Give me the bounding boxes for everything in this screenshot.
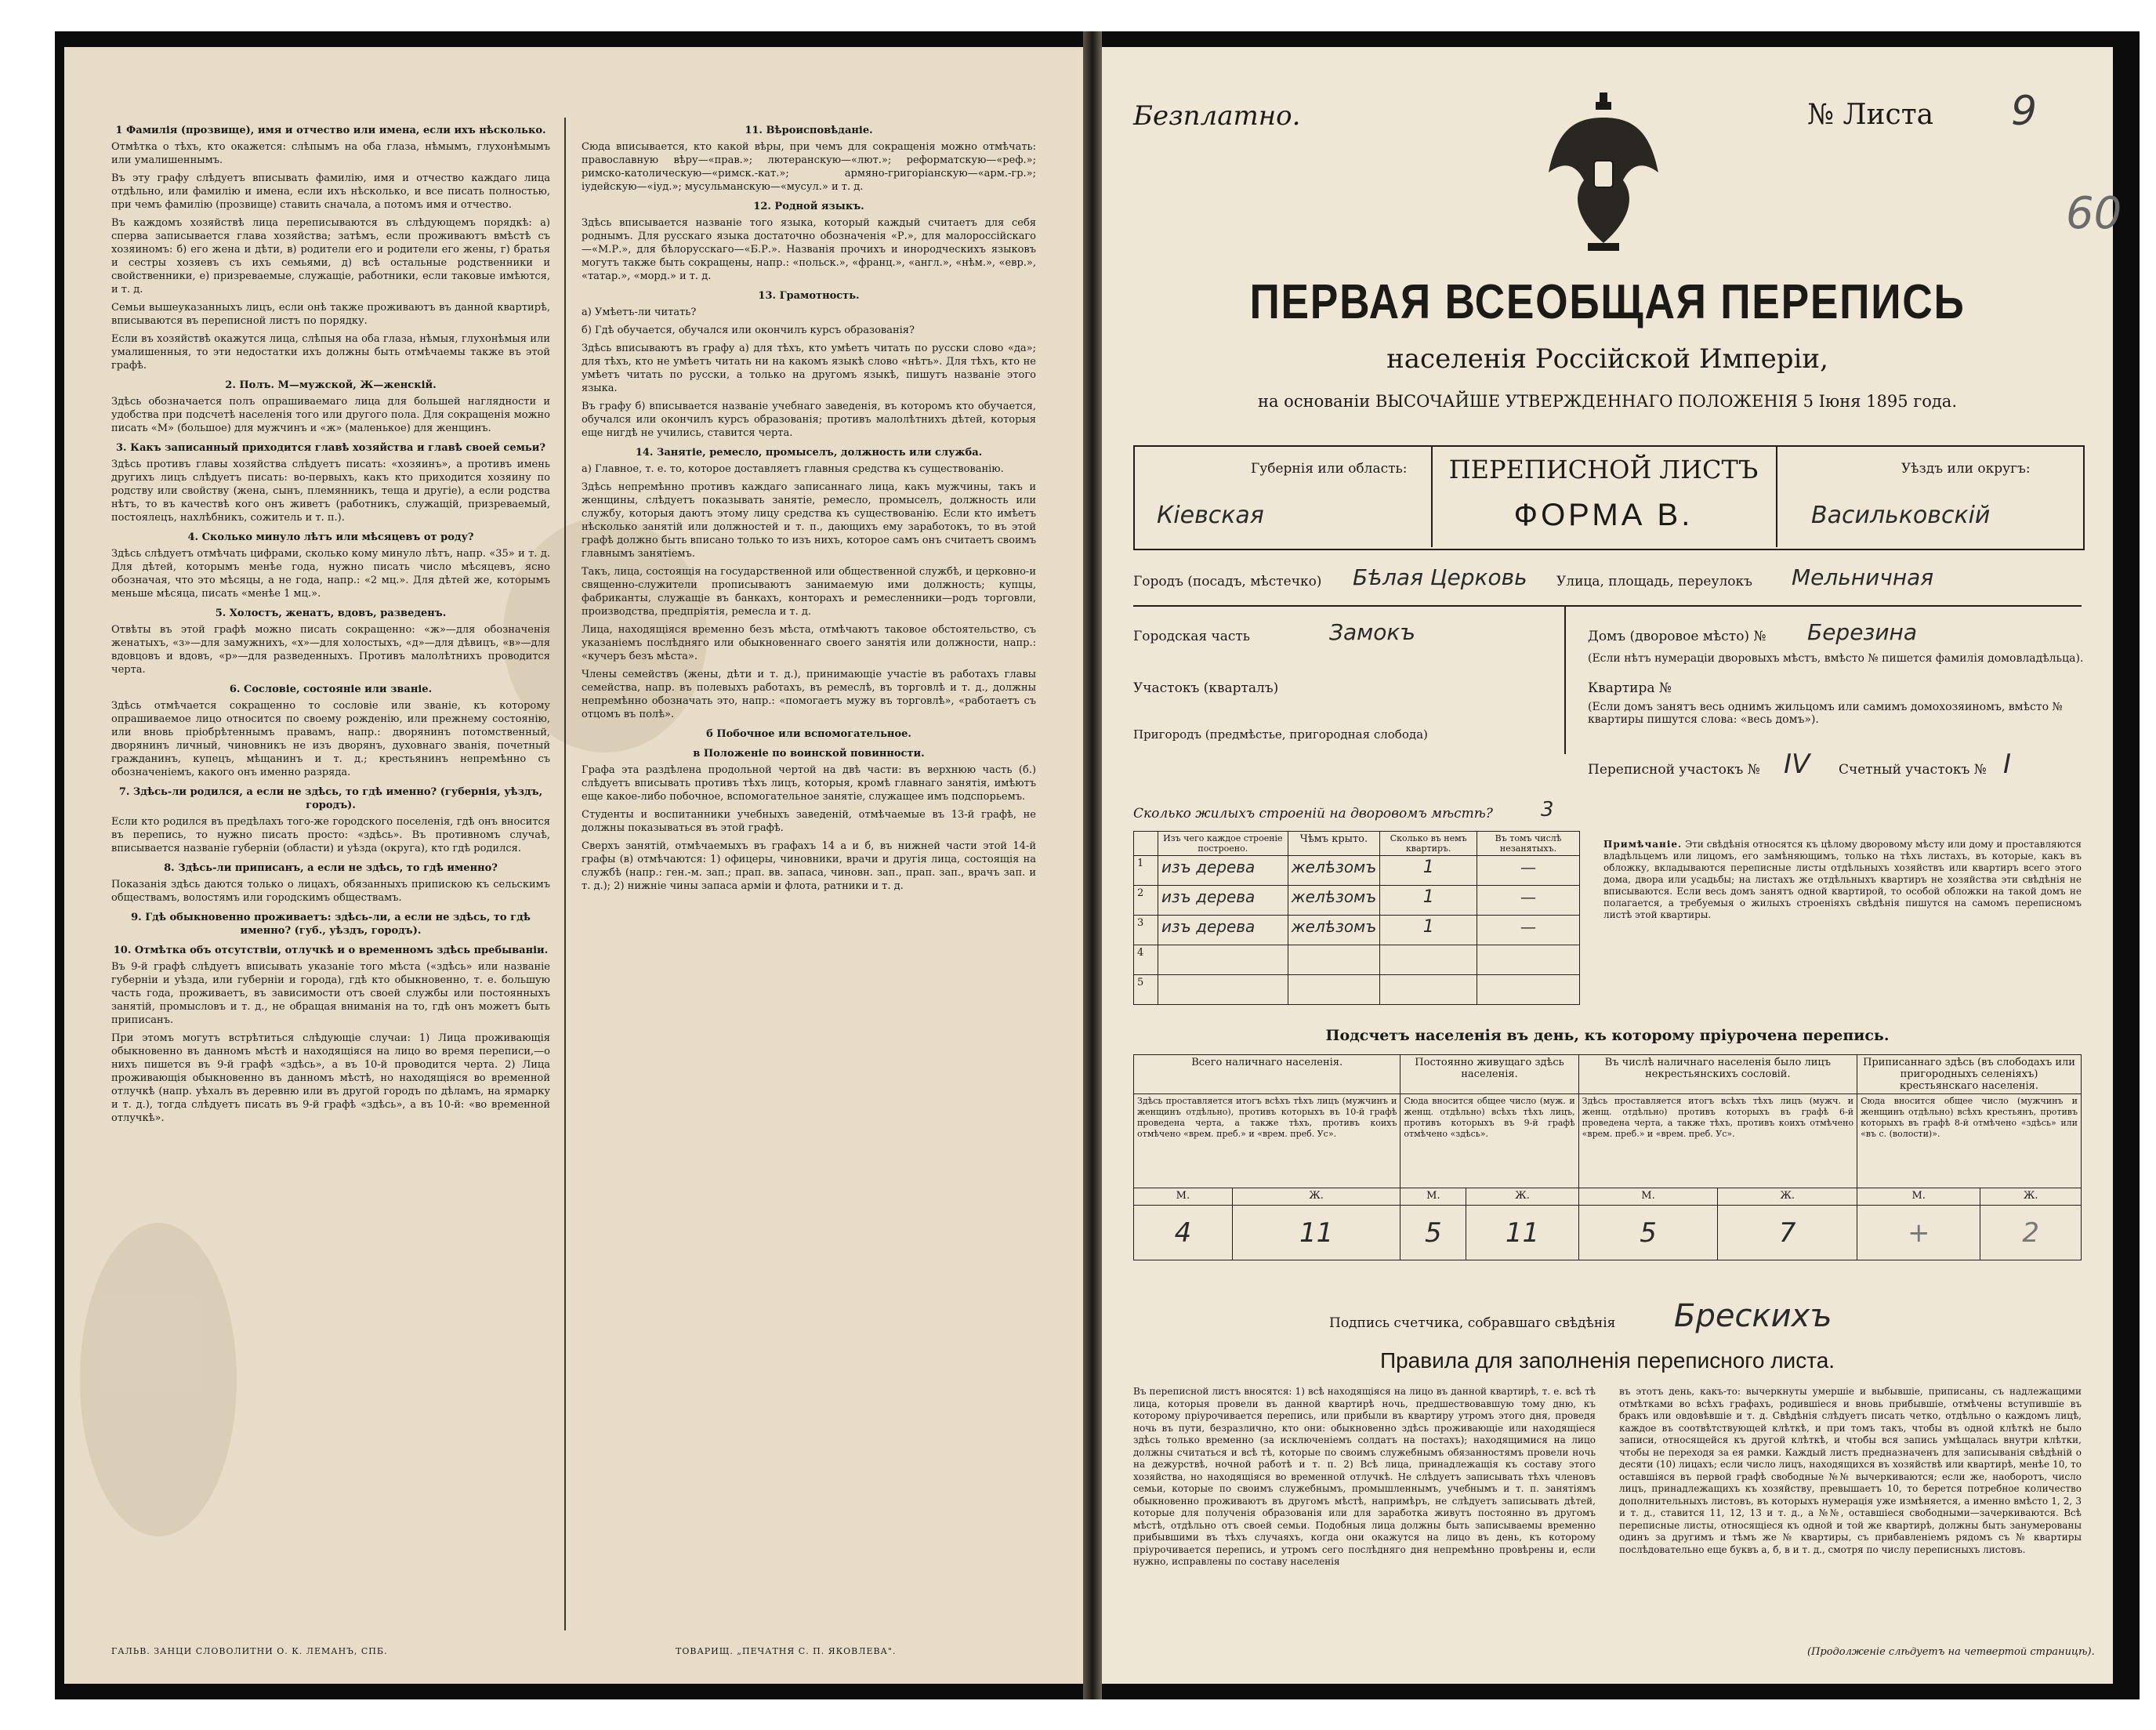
house-note: (Если нѣтъ нумераціи дворовыхъ мѣстъ, вмѣсто № пишется фамилія домовладѣльца). <box>1588 652 2084 665</box>
sheet-number-value: 9 <box>2011 88 2038 135</box>
roof-cell: желѣзомъ <box>1288 856 1380 886</box>
subheading: а) Умѣетъ-ли читать? <box>582 306 697 318</box>
rules-title: Правила для заполненія переписного листа. <box>1379 1348 1835 1373</box>
district-value: Васильковскій <box>1811 502 1991 529</box>
row-number: 3 <box>1134 916 1158 945</box>
roof-cell <box>1288 975 1380 1005</box>
left-page <box>64 47 1083 1684</box>
count-value: 11 <box>1232 1206 1400 1260</box>
street-value: Мельничная <box>1792 564 1934 590</box>
sheet-number-label: № Листа <box>1807 99 1934 131</box>
table-row <box>1134 856 1580 886</box>
count-value: 7 <box>1718 1206 1857 1260</box>
counting-area-label: Счетный участокъ № <box>1839 762 1987 778</box>
table-desc: Сюда вносится общее число (муж. и женщ. отдѣльно) всѣхъ тѣхъ лицъ, противъ которыхъ въ 9-й графѣ отмѣчено «здѣсь». <box>1400 1094 1578 1188</box>
buildings-table <box>1133 831 1580 1005</box>
section-heading: 9. Гдѣ обыкновенно проживаетъ: здѣсь-ли, а если не здѣсь, то гдѣ именно? (губ., уѣздъ, городъ). <box>131 912 531 937</box>
paragraph: Если кто родился въ предѣлахъ того-же городского поселенія, гдѣ онъ вносится въ перепись, то нужно писать просто: «здѣсь». Въ противномъ случаѣ, вписывается названіе губерніи (области) и уѣзда (округа), кто гдѣ родился. <box>111 816 550 854</box>
paragraph: Студенты и воспитанники учебныхъ заведеній, отмѣчаемые въ 13-й графѣ, не должны показываться въ этой графѣ. <box>582 809 1036 834</box>
roof-cell <box>1288 945 1380 975</box>
sex-label: М. <box>1400 1188 1466 1206</box>
province-value: Кіевская <box>1157 502 1264 529</box>
section-heading: 12. Родной языкъ. <box>753 201 864 212</box>
paragraph: Въ графу б) вписывается названіе учебнаго заведенія, въ которомъ кто обучается, обучался или окончилъ курсъ образованія; противъ малолѣтнихъ дѣтей, которыя еще нигдѣ не учились, ставится черта. <box>582 401 1036 439</box>
book-scan <box>55 31 2140 1699</box>
section-heading: 6. Сословіе, состояніе или званіе. <box>229 684 433 695</box>
instructions-column-2 <box>582 118 1036 898</box>
paragraph: Въ эту графу слѣдуетъ вписывать фамилію, имя и отчество каждаго лица отдѣльно, или фамилію и имена, если ихъ нѣсколько, и все писать полностью, при чемъ фамилію (прозвище) ставить сначала, а потомъ имя и отчество. <box>111 172 550 211</box>
paragraph: Члены семействъ (жены, дѣти и т. д.), принимающіе участіе въ работахъ главы семейства, напр. въ полевыхъ работахъ, въ ремеслѣ, въ торговлѣ и т. д., должны непремѣнно обозначать это, напр.: «помогаетъ мужу въ торговлѣ», «работаетъ съ отцомъ въ полѣ». <box>582 669 1036 720</box>
rules-column-right: въ этотъ день, какъ-то: вычеркнуты умершіе и выбывшіе, приписаны, съ надлежащими отмѣтками во всѣхъ графахъ, родившіеся и вновь прибывшіе, отмѣчены вступившіе въ бракъ или овдовѣвшіе и т. д. Свѣдѣнія слѣдуетъ писать четко, отдѣльно о каждомъ лицѣ, каждое въ соотвѣтствующей клѣткѣ, и при томъ такъ, чтобы въ одной клѣткѣ не было записи, относящейся къ другой клѣткѣ, и чтобы вся запись умѣщалась внутри клѣтки, чтобы не переходя за ея рамки. Каждый листъ предназначенъ для записыванія свѣдѣній о десяти (10) лицахъ; если число лицъ, находящихся въ хозяйствѣ или квартирѣ, менѣе 10, то оставшіяся въ первой графѣ свободные №№ вычеркиваются; если же, наоборотъ, число лицъ, принадлежащихъ къ хозяйству, превышаетъ 10, то берется потребное количество дополнительныхъ листовъ, въ которыхъ нумерація уже измѣняется, а именно вмѣсто 1, 2, 3 и т. д., ставится 11, 12, 13 и т. д., а №№, оставшіеся свободными—зачеркиваются. Всѣ переписные листы, относящіеся къ одной и той же квартирѣ, должны быть занумерованы одинъ за другимъ и тѣмъ же № квартиры, съ прибавленіемъ рядомъ съ № квартиры послѣдовательно еще буквъ а, б, в и т. д., смотря по числу переписныхъ листовъ. <box>1619 1386 2082 1555</box>
counting-area-value: I <box>2003 749 2012 780</box>
table-row <box>1134 916 1580 945</box>
table-row <box>1134 886 1580 916</box>
vacant-cell: — <box>1477 886 1580 916</box>
sex-label: М. <box>1134 1188 1233 1206</box>
census-title: ПЕРВАЯ ВСЕОБЩАЯ ПЕРЕПИСЬ <box>1249 275 1966 329</box>
sex-label: М. <box>1857 1188 1980 1206</box>
table-desc: Сюда вносится общее число (мужчинъ и женщинъ отдѣльно) всѣхъ крестьянъ, противъ которыхъ въ графѣ 8-й отмѣчено «здѣсь» или «въ с. (волости)». <box>1857 1094 2082 1188</box>
city-label: Городъ (посадъ, мѣстечко) <box>1133 574 1322 589</box>
margin-page-number: 60 <box>2066 188 2122 239</box>
paragraph: Графа эта раздѣлена продольной чертой на двѣ части: въ верхнюю часть (б.) слѣдуетъ вписывать противъ тѣхъ лицъ, которыя, кромѣ главнаго занятія, имѣютъ еще какое-либо побочное, вспомогательное занятіе, служащее имъ подспорьемъ. <box>582 764 1036 803</box>
count-values-row <box>1134 1206 2082 1260</box>
section-heading: 3. Какъ записанный приходится главѣ хозяйства и главѣ своей семьи? <box>116 442 545 454</box>
house-label: Домъ (дворовое мѣсто) № <box>1588 629 1766 644</box>
sex-label: Ж. <box>1718 1188 1857 1206</box>
count-value: 5 <box>1578 1206 1718 1260</box>
section-heading: 4. Сколько минуло лѣтъ или мѣсяцевъ от роду? <box>187 531 474 543</box>
paragraph: При этомъ могутъ встрѣтиться слѣдующіе случаи: 1) Лица проживающія обыкновенно въ данномъ мѣстѣ и находящіяся на лицо во время переписи,—о нихъ пишется въ 9-й графѣ «здѣсь», а въ 10-й проводится черта. 2) Лица проживающія обыкновенно въ данномъ мѣстѣ, но находящіяся во временной отлучкѣ (напр. уѣхалъ въ деревню или въ другой городъ по дѣламъ, на ярмарку и т. д.), тогда слѣдуетъ писать въ 9-й графѣ «здѣсь», а въ 10-й: «во временной отлучкѣ». <box>111 1032 550 1124</box>
sex-label: Ж. <box>1466 1188 1578 1206</box>
section-heading: 8. Здѣсь-ли приписанъ, а если не здѣсь, то гдѣ именно? <box>164 862 498 874</box>
census-subtitle: населенія Россійской Имперіи, <box>1386 343 1828 375</box>
census-area-value: IV <box>1784 749 1810 780</box>
paragraph: Здѣсь вписывается названіе того языка, который каждый считаетъ для себя роднымъ. Для русскаго языка достаточно обозначенія «Р.», для малороссійскаго—«М.Р.», для бѣлорусскаго—«Б.Р.». Названія прочихъ и инородческихъ языковъ могутъ также быть сокращены, напр.: «польск.», «франц.», «англ.», «нѣм.», «евр.», «татар.», «морд.» и т. д. <box>582 217 1036 282</box>
section-heading: 10. Отмѣтка объ отсутствіи, отлучкѣ и о временномъ здѣсь пребываніи. <box>113 945 549 956</box>
table-header-row <box>1134 1055 2082 1094</box>
section-heading: в Положеніе по воинской повинности. <box>693 748 925 760</box>
count-value: 5 <box>1400 1206 1466 1260</box>
row-number: 4 <box>1134 945 1158 975</box>
table-desc: Здѣсь проставляется итогъ всѣхъ тѣхъ лицъ (мужчинъ и женщинъ отдѣльно), противъ которыхъ въ 10-й графѣ проведена черта, а также тѣхъ, противъ коихъ отмѣчено «врем. преб.» и «врем. преб. Ус». <box>1134 1094 1400 1188</box>
table-header: Изъ чего каждое строеніе построено. <box>1158 832 1288 856</box>
section-heading: 7. Здѣсь-ли родился, а если не здѣсь, то гдѣ именно? (губернія, уѣздъ, городъ). <box>118 786 543 811</box>
section-heading: б Побочное или вспомогательное. <box>706 728 911 740</box>
table-header: Приписаннаго здѣсь (въ слободахъ или пригородныхъ селеніяхъ) крестьянскаго населенія. <box>1857 1055 2082 1094</box>
paragraph: Сюда вписывается, кто какой вѣры, при чемъ для сокращенія можно отмѣчать: православную вѣру—«прав.»; лютеранскую—«лют.»; реформатскую—«реф.»; римско-католическую—«римск.-кат.»; армяно-григоріанскую—«арм.-гр.»; іудейскую—«іуд.»; мусульманскую—«мусул.» и т. д. <box>582 141 1036 193</box>
apartment-note: (Если домъ занятъ весь однимъ жильцомъ или самимъ домохозяиномъ, вмѣсто № квартиры пишутся слова: «весь домъ»). <box>1588 701 2063 726</box>
sex-label: М. <box>1578 1188 1718 1206</box>
row-number: 2 <box>1134 886 1158 916</box>
counter-signature: Брескихъ <box>1674 1298 1832 1334</box>
form-letter: ФОРМА В. <box>1513 498 1694 532</box>
table-header: Сколько въ немъ квартиръ. <box>1380 832 1477 856</box>
printer-imprint: ТОВАРИЩ. „ПЕЧАТНЯ С. П. ЯКОВЛЕВА". <box>676 1646 897 1656</box>
table-cell <box>1134 832 1158 856</box>
column-divider <box>564 118 566 1630</box>
table-header-row <box>1134 832 1580 856</box>
divider <box>1776 445 1777 547</box>
field-rule <box>1133 605 2082 607</box>
sex-header-row <box>1134 1188 2082 1206</box>
paragraph: Здѣсь непремѣнно противъ каждаго записаннаго лица, какъ мужчины, такъ и женщины, слѣдуетъ показывать занятіе, ремесло, промыселъ, должность или службу, которыя даютъ этому лицу средства къ существованію. Если кто имѣетъ нѣсколько занятій или должностей и т. п., дающихъ ему заработокъ, то въ этой графѣ должно быть вписано только то изъ нихъ, которое самъ онъ считаетъ своимъ главнымъ занятіемъ. <box>582 481 1036 560</box>
paragraph: Здѣсь обозначается полъ опрашиваемаго лица для большей наглядности и удобства при подсчетѣ населенія того или другого пола. Для сокращенія можно писать «М» (большое) для мужчинъ и «ж» (маленькое) для женщинъ. <box>111 396 550 434</box>
population-count-table <box>1133 1054 2082 1260</box>
paragraph: Въ каждомъ хозяйствѣ лица переписываются въ слѣдующемъ порядкѣ: а) сперва записывается глава хозяйства; затѣмъ, если проживаютъ вмѣстѣ съ хозяиномъ: б) его жена и дѣти, в) родители его и родители его жены, г) братья и сестры хозяевъ съ ихъ семьями, д) всѣ остальные родственники и свойственники, е) призреваемые, служащіе, работники, если таковые имѣются, и т. д. <box>111 217 550 296</box>
district-label: Уѣздъ или округъ: <box>1901 461 2031 477</box>
roof-cell: желѣзомъ <box>1288 886 1380 916</box>
count-value: 11 <box>1466 1206 1578 1260</box>
divider <box>1564 605 1566 754</box>
paragraph: Семьи вышеуказанныхъ лицъ, если онѣ также проживаютъ въ данной квартирѣ, вписываются въ переписной листъ по порядку. <box>111 302 550 327</box>
house-value: Березина <box>1807 619 1917 645</box>
free-label: Безплатно. <box>1133 100 1301 132</box>
continued-note: (Продолженіе слѣдуетъ на четвертой страницѣ). <box>1807 1646 2095 1658</box>
quarter-label: Участокъ (кварталъ) <box>1133 680 1279 696</box>
census-basis: на основаніи ВЫСОЧАЙШЕ УТВЕРЖДЕННАГО ПОЛОЖЕНІЯ 5 Іюня 1895 года. <box>1257 392 1958 411</box>
apartments-cell: 1 <box>1380 856 1477 886</box>
table-header: Въ томъ числѣ незанятыхъ. <box>1477 832 1580 856</box>
apartment-label: Квартира № <box>1588 680 1672 696</box>
table-header: Чѣмъ крыто. <box>1288 832 1380 856</box>
census-area-label: Переписной участокъ № <box>1588 762 1760 778</box>
material-cell: изъ дерева <box>1158 856 1288 886</box>
vacant-cell: — <box>1477 856 1580 886</box>
note-title: Примѣчаніе. <box>1603 839 1683 850</box>
street-label: Улица, площадь, переулокъ <box>1556 574 1752 589</box>
book-gutter <box>1083 31 1102 1699</box>
material-cell: изъ дерева <box>1158 916 1288 945</box>
paragraph: Такъ, лица, состоящія на государственной или общественной службѣ, и церковно-и священно-служители прописываютъ занимаемую ими должность; купцы, фабриканты, служащіе въ банкахъ, конторахъ и ремесленники—родъ торговли, производства, предпріятія, ремесла и т. д. <box>582 566 1036 618</box>
apartments-cell <box>1380 975 1477 1005</box>
paragraph: Здѣсь отмѣчается сокращенно то сословіе или званіе, къ которому опрашиваемое лицо относится по своему рожденію, или прежнему состоянію, или вновь пріобрѣтеннымъ правамъ, напр.: дворянинъ потомственный, дворянинъ личный, чиновникъ не изъ дворянъ, духовнаго званія, почетный гражданинъ, купецъ, мѣщанинъ и т. д.; крестьянинъ непремѣнно съ обозначеніемъ, какого онъ именно разряда. <box>111 700 550 778</box>
material-cell <box>1158 975 1288 1005</box>
count-value: 2 <box>1980 1206 2082 1260</box>
double-headed-eagle-icon <box>1541 86 1666 259</box>
table-row <box>1134 975 1580 1005</box>
paragraph: Отвѣты въ этой графѣ можно писать сокращенно: «ж»—для обозначенія женатыхъ, «з»—для замужнихъ, «х»—для холостыхъ, «д»—для дѣвицъ, «в»—для вдовцовъ и вдовъ, «р»—для разведенныхъ. Противъ малолѣтнихъ проводится черта. <box>111 624 550 676</box>
table-desc-row <box>1134 1094 2082 1188</box>
roof-cell: желѣзомъ <box>1288 916 1380 945</box>
vacant-cell: — <box>1477 916 1580 945</box>
material-cell <box>1158 945 1288 975</box>
suburb-label: Пригородъ (предмѣстье, пригородная слобода) <box>1133 727 1428 742</box>
table-header: Въ числѣ наличнаго населенія было лицъ некрестьянскихъ сословій. <box>1578 1055 1857 1094</box>
apartments-cell: 1 <box>1380 916 1477 945</box>
note-text: Эти свѣдѣнія относятся къ цѣлому дворовому мѣсту или дому и проставляются владѣльцемъ или лицомъ, его замѣняющимъ, только на тѣхъ листахъ, въ которые, какъ въ обложку, вкладываются переписные листы отдѣльныхъ хозяйствъ или квартиръ всего этого дома, двора или усадьбы; на листахъ же отдѣльныхъ квартиръ не хозяйства эти свѣдѣнія не вписываются. Если весь домъ занятъ одной квартирой, то особой обложки на такой домъ не полагается, а требуемыя о жилыхъ строеніяхъ свѣдѣнія пишутся на самомъ переписномъ листѣ этой квартиры. <box>1603 839 2082 920</box>
paragraph: Здѣсь противъ главы хозяйства слѣдуетъ писать: «хозяинъ», а противъ имень другихъ лицъ слѣдуетъ писать: во-первыхъ, какъ кто приходится хозяину по родству или свойству (жена, сынъ, племянникъ, теща и другіе), а если родства нѣтъ, то въ качествѣ кого онъ живетъ (работникъ, служащій, призреваемый, постоялецъ, нахлѣбникъ, сожитель и т. п.). <box>111 459 550 524</box>
row-number: 1 <box>1134 856 1158 886</box>
signature-label: Подпись счетчика, собравшаго свѣдѣнія <box>1329 1315 1616 1331</box>
section-heading: 2. Полъ. М—мужской, Ж—женскій. <box>225 379 437 391</box>
province-label: Губернія или область: <box>1251 461 1408 477</box>
table-desc: Здѣсь проставляется итогъ всѣхъ тѣхъ лицъ (мужч. и женщ. отдѣльно) противъ которыхъ въ графѣ 6-й проведена черта, а также тѣхъ, противъ коихъ отмѣчено «врем. преб.» и «врем. преб. Ус». <box>1578 1094 1857 1188</box>
section-heading: 1 Фамилія (прозвище), имя и отчество или имена, если ихъ нѣсколько. <box>115 125 546 136</box>
count-value: + <box>1857 1206 1980 1260</box>
city-part-value: Замокъ <box>1329 619 1416 645</box>
count-value: 4 <box>1134 1206 1233 1260</box>
city-part-label: Городская часть <box>1133 629 1251 644</box>
paragraph: Если въ хозяйствѣ окажутся лица, слѣпыя на оба глаза, нѣмыя, глухонѣмыя или умалишенныя, то эти недостатки ихъ должны быть отмѣчаемы также въ этой графѣ. <box>111 333 550 372</box>
buildings-label: Сколько жилыхъ строеній на дворовомъ мѣстѣ? <box>1133 806 1493 821</box>
material-cell: изъ дерева <box>1158 886 1288 916</box>
section-heading: 5. Холостъ, женатъ, вдовъ, разведенъ. <box>215 607 447 619</box>
vacant-cell <box>1477 975 1580 1005</box>
apartments-cell: 1 <box>1380 886 1477 916</box>
subheading: а) Главное, т. е. то, которое доставляетъ главныя средства къ существованію. <box>582 463 1004 475</box>
row-number: 5 <box>1134 975 1158 1005</box>
buildings-note <box>1603 839 2082 921</box>
buildings-value: 3 <box>1541 798 1554 821</box>
subheading: б) Гдѣ обучается, обучался или окончилъ курсъ образованія? <box>582 325 915 336</box>
paragraph: Здѣсь слѣдуетъ отмѣчать цифрами, сколько кому минуло лѣтъ, напр. «35» и т. д. Для дѣтей, которымъ менѣе года, нужно писать число мѣсяцевъ, ясно обозначая, что это мѣсяцы, а не года, напр.: «2 мц.». Для дѣтей же, которымъ меньше мѣсяца, писать «менѣе 1 мц.». <box>111 548 550 600</box>
paper-stain <box>80 1223 237 1536</box>
apartments-cell <box>1380 945 1477 975</box>
paragraph: Отмѣтка о тѣхъ, кто окажется: слѣпымъ на оба глаза, нѣмымъ, глухонѣмымъ или умалишеннымъ. <box>111 141 550 166</box>
printer-imprint: ГАЛЬВ. ЗАНЦИ СЛОВОЛИТНИ О. К. ЛЕМАНЪ, СПБ. <box>111 1646 388 1656</box>
section-heading: 11. Вѣроисповѣданіе. <box>745 125 873 136</box>
table-row <box>1134 945 1580 975</box>
form-title: ПЕРЕПИСНОЙ ЛИСТЪ <box>1448 455 1759 484</box>
table-header: Постоянно живущаго здѣсь населенія. <box>1400 1055 1578 1094</box>
city-value: Бѣлая Церковь <box>1353 564 1527 590</box>
section-heading: 13. Грамотность. <box>758 290 860 302</box>
paragraph: Лица, находящіяся временно безъ мѣста, отмѣчаютъ таковое обстоятельство, съ указаніемъ послѣдняго или обыкновеннаго своего занятія или должности, напр.: «кучеръ безъ мѣста». <box>582 624 1036 662</box>
rules-column-left: Въ переписной листъ вносятся: 1) всѣ находящіяся на лицо въ данной квартирѣ, т. е. всѣ тѣ лица, которыя провели въ данной квартирѣ ночь, предшествовавшую тому дню, къ которому пріурочивается перепись, или прибыли въ квартиру утромъ этого дня, проведя ночь въ пути, безразлично, кто они: обыкновенно здѣсь проживающіе или находящіеся здѣсь только временно (за исключеніемъ солдатъ на постахъ); находящимися на лицо должны считаться и всѣ тѣ, которые по своимъ служебнымъ обязанностямъ провели ночь на дежурствѣ, ночной работѣ и т. п. 2) Всѣ лица, принадлежащія къ составу этого хозяйства, но находящіяся во временной отлучкѣ. Не слѣдуетъ записывать тѣхъ членовъ семьи, которые по своимъ служебнымъ, промышленнымъ, учебнымъ и т. п. занятіямъ обыкновенно проживаютъ въ другомъ мѣстѣ, напримѣръ, не слѣдуетъ записывать дѣтей, которые для полученія образованія или для заработка живутъ постоянно въ другомъ мѣстѣ, отдѣльно отъ своей семьи. Подобныя лица должны быть записываемы временно прибывшими въ тѣхъ случаяхъ, когда они окажутся на лицо въ день, къ которому пріурочивается перепись, и утромъ сего послѣдняго дня непремѣнно провѣрены и, если нужно, исправлены по составу населенія <box>1133 1386 1596 1567</box>
paragraph: Здѣсь вписываютъ въ графу а) для тѣхъ, кто умѣетъ читать по русски слово «да»; для тѣхъ, кто не умѣетъ читать ни на какомъ языкѣ слово «нѣтъ». Для тѣхъ, кто не умѣетъ читать по русски, а только на другомъ языкѣ, пишутъ названіе этого языка. <box>582 343 1036 394</box>
sex-label: Ж. <box>1232 1188 1400 1206</box>
paragraph: Въ 9-й графѣ слѣдуетъ вписывать указаніе того мѣста («здѣсь» или названіе губерніи и уѣзда, или губерніи и города), гдѣ кто обыкновенно, т. е. большую часть года, проживаетъ, въ зависимости отъ своей службы или постоянныхъ занятій, промысловъ и т. д., не обращая вниманія на то, гдѣ онъ можетъ быть приписанъ. <box>111 961 550 1026</box>
right-page <box>1102 47 2122 1684</box>
sex-label: Ж. <box>1980 1188 2082 1206</box>
table-header: Всего наличнаго населенія. <box>1134 1055 1400 1094</box>
paragraph: Показанія здѣсь даются только о лицахъ, обязанныхъ припискою къ сельскимъ обществамъ, волостямъ или городскимъ обществамъ. <box>111 879 550 904</box>
section-heading: 14. Занятіе, ремесло, промыселъ, должность или служба. <box>635 447 983 459</box>
vacant-cell <box>1477 945 1580 975</box>
instructions-column-1 <box>111 118 550 1130</box>
paragraph: Сверхъ занятій, отмѣчаемыхъ въ графахъ 14 а и б, въ нижней части этой 14-й графы (в) отмѣчаются: 1) офицеры, чиновники, врачи и другія лица, состоящія на службѣ (напр.: ген.-м. зап.; прап. вв. запаса, чиновн. зап., прап. зап., врачъ зап. и т. д.); 2) нижніе чины запаса арміи и флота, ратники и т. д. <box>582 840 1036 892</box>
population-count-title: Подсчетъ населенія въ день, къ которому пріурочена перепись. <box>1325 1027 1890 1044</box>
